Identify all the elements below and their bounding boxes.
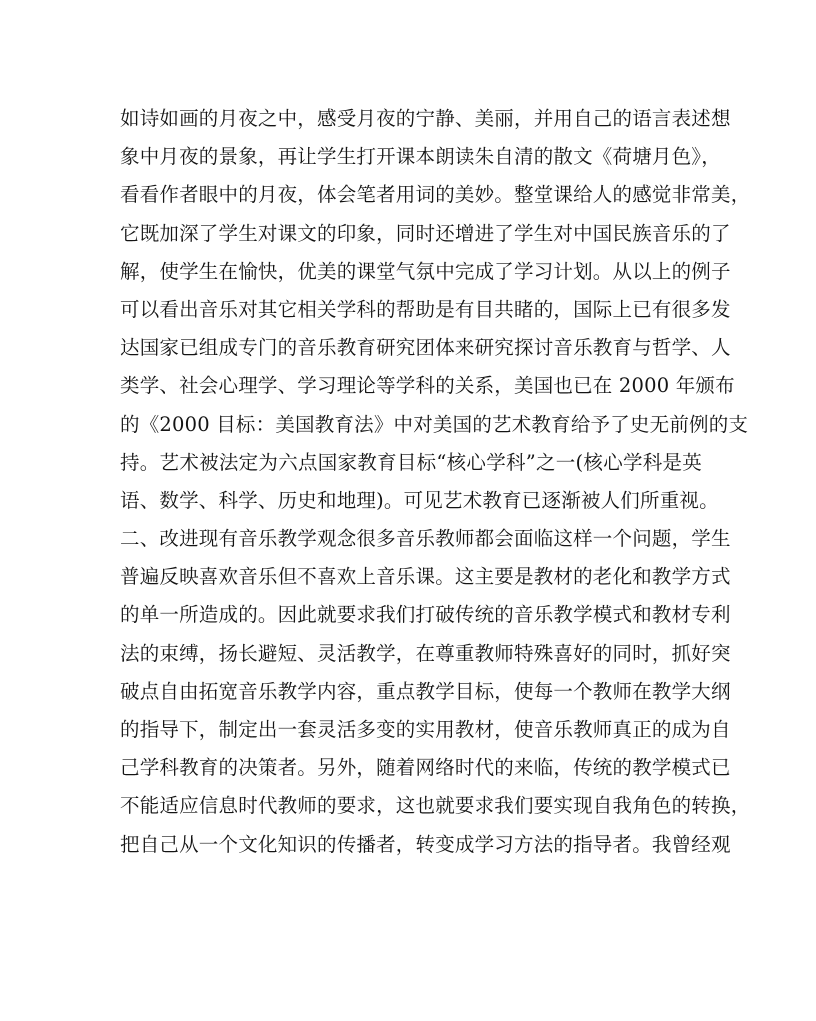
text-line: 类学、社会心理学、学习理论等学科的关系，美国也已在 2000 年颁布 [120, 374, 735, 398]
section-heading-line: 二、改进现有音乐教学观念很多音乐教师都会面临这样一个问题，学生 [120, 527, 731, 551]
text-line: 不能适应信息时代教师的要求，这也就要求我们要实现自我角色的转换， [120, 794, 751, 818]
text-line: 达国家已组成专门的音乐教育研究团体来研究探讨音乐教育与哲学、人 [120, 336, 731, 360]
body-text [120, 100, 751, 864]
text-line: 法的束缚，扬长避短、灵活教学，在尊重教师特殊喜好的同时，抓好突 [120, 641, 731, 665]
text-line: 持。艺术被法定为六点国家教育目标“核心学科”之一(核心学科是英 [120, 450, 702, 474]
text-line: 把自己从一个文化知识的传播者，转变成学习方法的指导者。我曾经观 [120, 832, 731, 856]
text-line: 的指导下，制定出一套灵活多变的实用教材，使音乐教师真正的成为自 [120, 718, 731, 741]
text-line: 破点自由拓宽音乐教学内容，重点教学目标，使每一个教师在教学大纲 [120, 679, 731, 703]
text-line: 的《2000 目标：美国教育法》中对美国的艺术教育给予了史无前例的支 [120, 412, 749, 436]
text-line: 如诗如画的月夜之中，感受月夜的宁静、美丽，并用自己的语言表述想 [120, 107, 731, 130]
text-line: 的单一所造成的。因此就要求我们打破传统的音乐教学模式和教材专利 [120, 603, 731, 627]
text-line: 看看作者眼中的月夜，体会笔者用词的美妙。整堂课给人的感觉非常美， [120, 183, 751, 207]
text-line: 它既加深了学生对课文的印象，同时还增进了学生对中国民族音乐的了 [120, 221, 731, 245]
text-line: 语、数学、科学、历史和地理)。可见艺术教育已逐渐被人们所重视。 [120, 488, 719, 512]
text-line: 象中月夜的景象，再让学生打开课本朗读朱自清的散文《荷塘月色》， [120, 145, 721, 169]
text-line: 普遍反映喜欢音乐但不喜欢上音乐课。这主要是教材的老化和教学方式 [120, 565, 731, 589]
text-line: 己学科教育的决策者。另外，随着网络时代的来临，传统的教学模式已 [120, 756, 731, 780]
text-line: 解，使学生在愉快，优美的课堂气氛中完成了学习计划。从以上的例子 [120, 259, 731, 283]
text-line: 可以看出音乐对其它相关学科的帮助是有目共睹的，国际上已有很多发 [120, 297, 731, 321]
